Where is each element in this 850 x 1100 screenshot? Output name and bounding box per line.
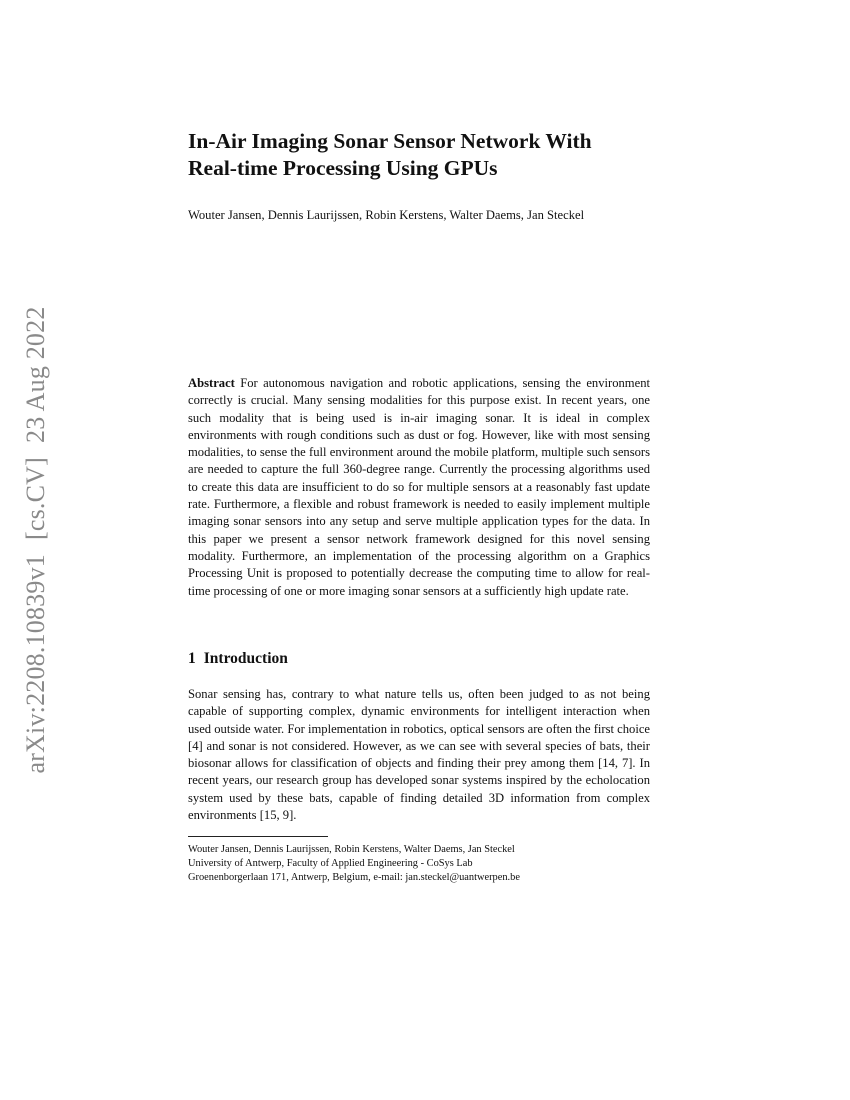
- abstract-text: For autonomous navigation and robotic applications, sensing the environment correctly is crucial. Many sensing modalities for this purpose exist. In recent years, one such modality that is being used is in-air imaging sonar. It is ideal in complex environments with rough conditions such as dust or fog. However, like with most sensing modalities, to sense the full environment around the mobile platform, multiple such sensors are needed to capture the full 360-degree range. Currently the processing algorithms used to create this data are insufficient to do so for multiple sensors at a reasonably fast update rate. Furthermore, a flexible and robust framework is needed to easily implement multiple imaging sonar sensors into any setup and serve multiple application types for the data. In this paper we present a sensor network framework designed for this novel sensing modality. Furthermore, an implementation of the processing algorithm on a Graphics Processing Unit is proposed to potentially decrease the computing time to allow for real-time processing of one or more imaging sonar sensors at a sufficiently high update rate.: [188, 376, 650, 598]
- section-title: Introduction: [203, 650, 288, 667]
- arxiv-stamp: [21, 306, 51, 773]
- paper-title-line-1: In-Air Imaging Sonar Sensor Network With: [188, 129, 592, 153]
- section-number: 1: [188, 650, 196, 667]
- section-heading-introduction: [188, 649, 288, 669]
- paper-title-line-2: Real-time Processing Using GPUs: [188, 156, 498, 180]
- abstract: [188, 375, 650, 600]
- footnote-affiliation: University of Antwerp, Faculty of Applied Engineering - CoSys Lab: [188, 858, 473, 870]
- author-affiliation-footnote: [188, 843, 658, 886]
- abstract-label: Abstract: [188, 376, 235, 390]
- footnote-authors: Wouter Jansen, Dennis Laurijssen, Robin Kerstens, Walter Daems, Jan Steckel: [188, 844, 515, 855]
- paper-title: [188, 128, 668, 182]
- author-list: Wouter Jansen, Dennis Laurijssen, Robin Kerstens, Walter Daems, Jan Steckel: [188, 208, 585, 222]
- arxiv-category: [cs.CV]: [21, 457, 50, 541]
- introduction-paragraph: Sonar sensing has, contrary to what nature tells us, often been judged to as not being capable of supporting complex, dynamic environments for intelligent interaction when used outside water. For implementation in robotics, optical sensors are often the first choice [4] and sonar is not considered. However, as we can see with several species of bats, their biosonar allows for classification of objects and finding their prey among them [14, 7]. In recent years, our research group has developed sonar systems inspired by the echolocation system used by these bats, capable of finding detailed 3D information from complex environments [15, 9].: [188, 687, 651, 823]
- arxiv-identifier: arXiv:2208.10839v1: [21, 554, 50, 774]
- footnote-address: Groenenborgerlaan 171, Antwerp, Belgium, e-mail: jan.steckel@uantwerpen.be: [188, 872, 520, 884]
- arxiv-date: 23 Aug 2022: [21, 306, 50, 444]
- footnote-divider: [188, 836, 328, 837]
